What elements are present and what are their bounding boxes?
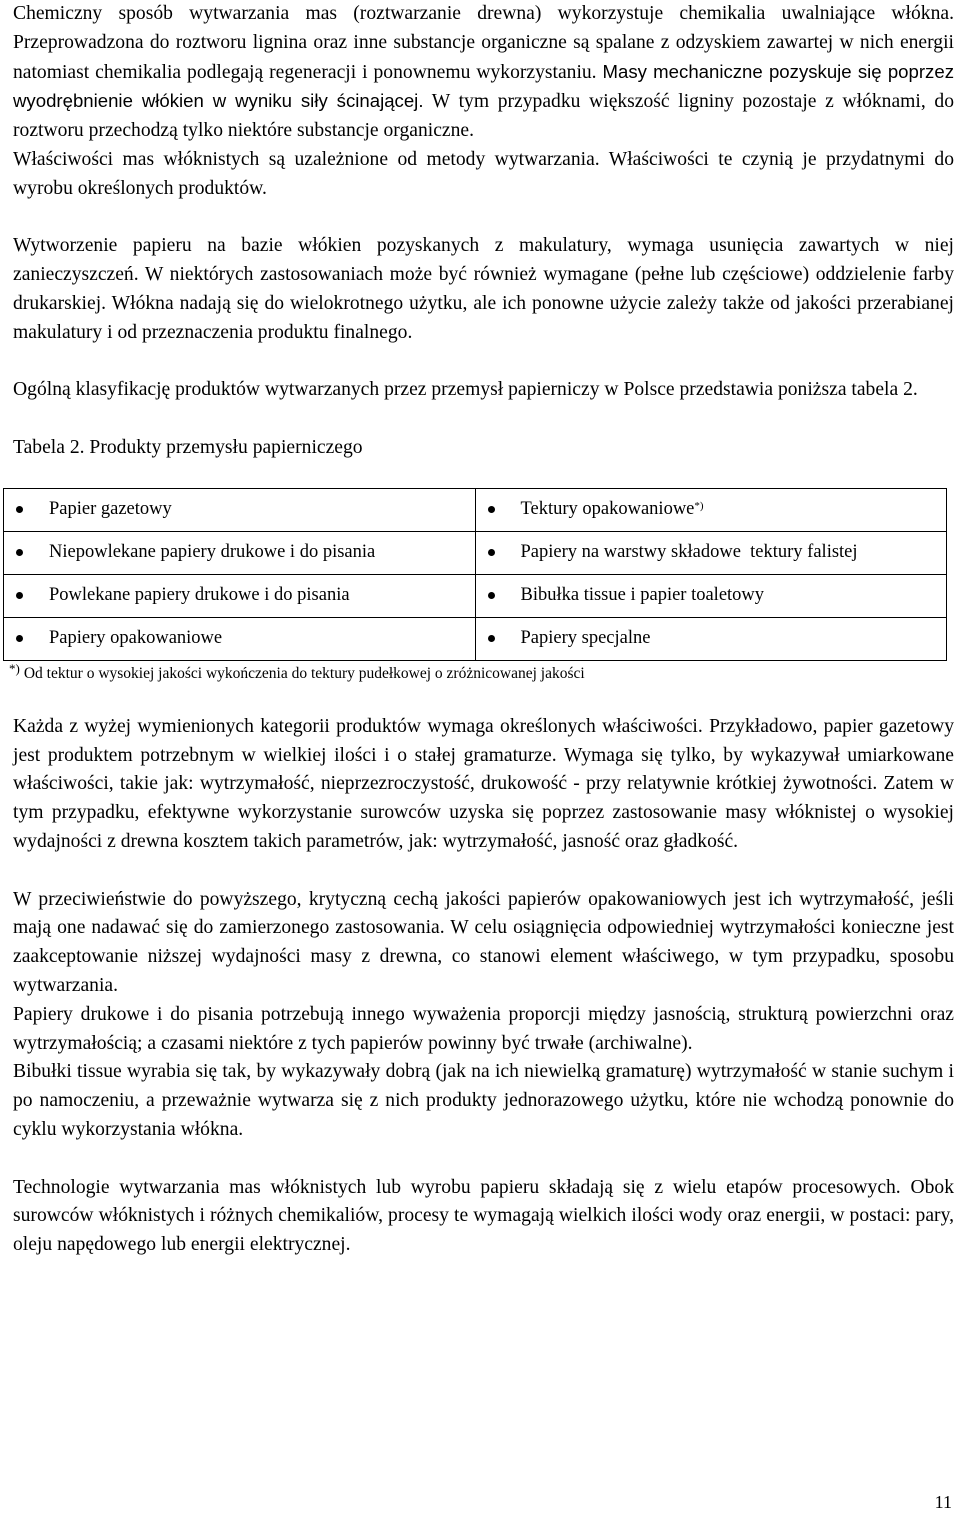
paragraph-mechanical-pulping-text: Masy mechaniczne pozyskuje się poprzez wyodrębnienie włókien w wyniku siły ścinającej.	[13, 60, 954, 112]
cell-label: Niepowlekane papiery drukowe i do pisania	[49, 542, 376, 563]
table-cell	[4, 617, 476, 660]
paragraph-technologies: Technologie wytwarzania mas włóknistych lub wyrobu papieru składają się z wielu etapów procesowych. Obok surowców włóknistych i różnych chemikaliów, procesy te wymagają wielkich ilości wody oraz energii, w postaci: pary, oleju napędowego lub energii elektrycznej.	[13, 1176, 954, 1256]
paragraph-recycled-fibre: Wytworzenie papieru na bazie włókien pozyskanych z makulatury, wymaga usunięcia zawartych w niej zanieczyszczeń. W niektórych zastosowaniach może być również wymagane (pełne lub częściowe) oddzielenie farby drukarskiej. Włókna nadają się do wielokrotnego użytku, ale ich ponowne użycie zależy także od jakości przerabianej makulatury i od przeznaczenia produktu finalnego.	[13, 235, 954, 343]
paragraph-tissue: Bibułki tissue wyrabia się tak, by wykazywały dobrą (jak na ich niewielką gramaturę) wytrzymałość w stanie suchym i po namoczeniu, a przeważnie wytwarza się z nich produkty jednorazowego użytku, które nie wchodzą ponownie do cyklu wykorzystania włókna.	[13, 1061, 954, 1140]
paragraph-printing-papers: Papiery drukowe i do pisania potrzebują innego wyważenia proporcji między jasnością, strukturą powierzchni oraz wytrzymałością; a czasami niektóre z tych papierów powinny być trwałe (archiwalne).	[13, 1003, 954, 1054]
bullet-icon	[488, 592, 495, 599]
cell-label: Papiery specjalne	[520, 628, 651, 649]
paragraph-chemical-pulping-text: Chemiczny sposób wytwarzania mas (roztwarzanie drewna) wykorzystuje chemikalia uwalniające włókna. Przeprowadzona do roztworu lignina oraz inne substancje organiczne są spalane z odzyskiem zawartej w nich energii natomiast chemikalia podlegają regeneracji i ponownemu wykorzystaniu.	[13, 3, 954, 83]
bullet-icon	[488, 549, 495, 556]
bullet-icon	[488, 506, 495, 513]
footnote-text: Od tektur o wysokiej jakości wykończenia do tektury pudełkowej o zróżnicowanej jakości	[23, 664, 585, 682]
bullet-icon	[16, 592, 23, 599]
bullet-icon	[16, 506, 23, 513]
table-footnote	[9, 660, 954, 685]
paragraph-classification: Ogólną klasyfikację produktów wytwarzanych przez przemysł papierniczy w Polsce przedstawia poniższa tabela 2.	[13, 379, 918, 401]
table-row	[4, 617, 947, 660]
table-cell	[4, 488, 476, 531]
bullet-icon	[16, 635, 23, 642]
cell-label: Tektury opakowaniowe	[520, 499, 695, 520]
table-cell	[475, 531, 947, 574]
table-cell	[475, 488, 947, 531]
paragraph-category-properties: Każda z wyżej wymienionych kategorii produktów wymaga określonych właściwości. Przykładowo, papier gazetowy jest produktem potrzebnym w wielkiej ilości i o stałej gramaturze. Wymaga się tylko, by wykazywał umiarkowane właściwości, takie jak: wytrzymałość, nieprzezroczystość, drukowość - przy relatywnie krótkiej żywotności. Zatem w tym przypadku, efektywne wykorzystanie surowców uzyska się poprzez zastosowanie masy włóknistej o wysokiej wydajności z drewna kosztem takich parametrów, jak: wytrzymałość, jasność oraz gładkość.	[13, 715, 954, 852]
table-cell	[475, 574, 947, 617]
table-row	[4, 574, 947, 617]
table-cell	[4, 574, 476, 617]
footnote-marker: *)	[9, 660, 20, 676]
cell-label: Powlekane papiery drukowe i do pisania	[49, 585, 350, 606]
cell-label: Papiery opakowaniowe	[49, 628, 223, 649]
table-caption: Tabela 2. Produkty przemysłu papierniczego	[13, 436, 363, 458]
paragraph-packaging-papers: W przeciwieństwie do powyższego, krytyczną cechą jakości papierów opakowaniowych jest ich wytrzymałość, jeśli mają one nadawać się do zamierzonego zastosowania. W celu osiągnięcia odpowiedniej wytrzymałości konieczne jest zaakceptowanie niższej wydajności masy z drewna, co stanowi element właściwego, w tym przypadku, sposobu wytwarzania.	[13, 888, 954, 996]
cell-label: Bibułka tissue i papier toaletowy	[520, 585, 765, 606]
table-cell	[4, 531, 476, 574]
page-number: 11	[934, 1492, 952, 1512]
paragraph-pulp-properties: Właściwości mas włóknistych są uzależnione od metody wytwarzania. Właściwości te czynią je przydatnymi do wyrobu określonych produktów.	[13, 148, 954, 199]
table-row	[4, 531, 947, 574]
footnote-marker: *)	[694, 499, 704, 512]
products-table	[3, 488, 947, 661]
cell-label: Papier gazetowy	[49, 499, 172, 520]
table-cell	[475, 617, 947, 660]
bullet-icon	[16, 549, 23, 556]
paragraph-chemical-pulping	[13, 0, 954, 146]
table-row	[4, 488, 947, 531]
cell-label: Papiery na warstwy składowe tektury falistej	[520, 542, 858, 563]
paragraph-lignin-text: W tym przypadku większość ligniny pozostaje z włóknami, do roztworu przechodzą tylko niektóre substancje organiczne.	[13, 91, 954, 142]
document-page	[9, 0, 954, 1260]
bullet-icon	[488, 635, 495, 642]
